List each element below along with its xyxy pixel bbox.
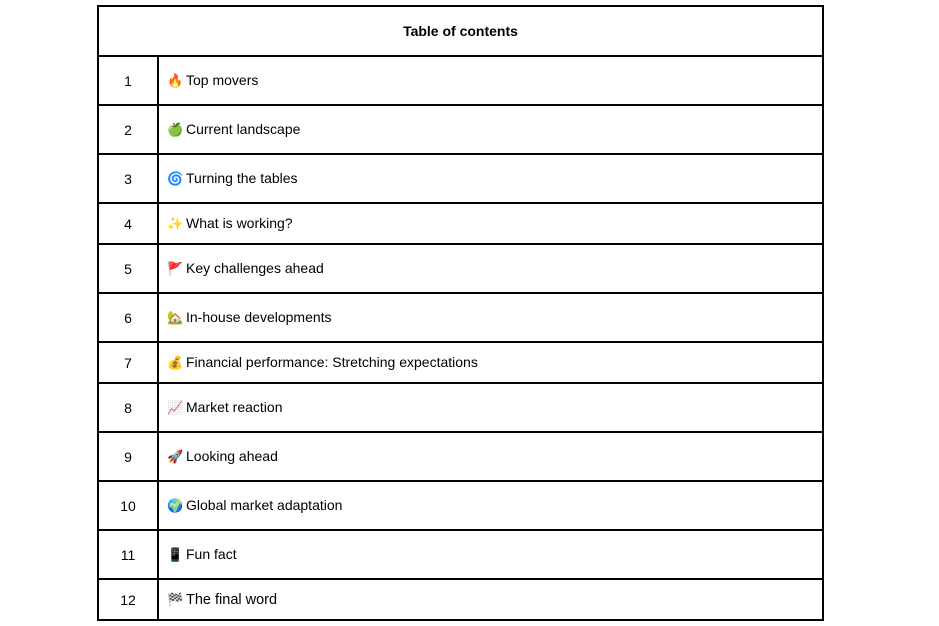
row-number: 12 — [98, 579, 158, 620]
table-row — [98, 383, 823, 432]
table-row — [98, 56, 823, 105]
house-icon: 🏡 — [167, 311, 184, 326]
row-title-cell — [158, 530, 823, 579]
row-title: In-house developments — [186, 309, 332, 325]
row-number: 3 — [98, 154, 158, 203]
flag-icon: 🚩 — [167, 262, 184, 277]
row-number: 10 — [98, 481, 158, 530]
row-number: 8 — [98, 383, 158, 432]
chart-increasing-icon: 📈 — [167, 401, 184, 416]
table-header: Table of contents — [98, 6, 823, 56]
row-number: 4 — [98, 203, 158, 244]
rocket-icon: 🚀 — [167, 450, 184, 465]
row-title: Top movers — [186, 72, 259, 88]
row-title-cell — [158, 154, 823, 203]
row-title-cell — [158, 105, 823, 154]
row-number: 7 — [98, 342, 158, 383]
cyclone-icon: 🌀 — [167, 172, 184, 187]
row-title: Market reaction — [186, 399, 283, 415]
row-number: 9 — [98, 432, 158, 481]
row-title: What is working? — [186, 215, 293, 231]
row-title: Current landscape — [186, 121, 301, 137]
row-title: Looking ahead — [186, 448, 278, 464]
row-number: 11 — [98, 530, 158, 579]
row-title-cell — [158, 579, 823, 620]
row-title-cell — [158, 481, 823, 530]
row-title-cell — [158, 244, 823, 293]
row-title-cell — [158, 383, 823, 432]
row-title: Fun fact — [186, 546, 237, 562]
row-title-cell — [158, 203, 823, 244]
mobile-phone-icon: 📱 — [167, 548, 184, 563]
row-title-cell — [158, 432, 823, 481]
table-row — [98, 244, 823, 293]
row-title-cell — [158, 293, 823, 342]
table-row — [98, 293, 823, 342]
table-row — [98, 342, 823, 383]
table-row — [98, 203, 823, 244]
table-row — [98, 432, 823, 481]
globe-icon: 🌍 — [167, 499, 184, 514]
row-number: 5 — [98, 244, 158, 293]
row-title-cell — [158, 56, 823, 105]
row-title: Turning the tables — [186, 170, 298, 186]
row-number: 2 — [98, 105, 158, 154]
sparkles-icon: ✨ — [167, 217, 184, 232]
row-title: Key challenges ahead — [186, 260, 324, 276]
row-title: The final word — [186, 592, 278, 608]
table-row — [98, 481, 823, 530]
row-title: Financial performance: Stretching expectations — [186, 354, 478, 370]
checkered-flag-icon: 🏁 — [167, 593, 184, 608]
flame-icon: 🔥 — [167, 74, 184, 89]
table-row — [98, 154, 823, 203]
table-of-contents — [97, 5, 824, 621]
money-bag-icon: 💰 — [167, 356, 184, 371]
apple-icon: 🍏 — [167, 123, 184, 138]
row-number: 6 — [98, 293, 158, 342]
row-title: Global market adaptation — [186, 497, 343, 513]
table-row — [98, 530, 823, 579]
table-row — [98, 579, 823, 620]
row-number: 1 — [98, 56, 158, 105]
table-row — [98, 105, 823, 154]
row-title-cell — [158, 342, 823, 383]
